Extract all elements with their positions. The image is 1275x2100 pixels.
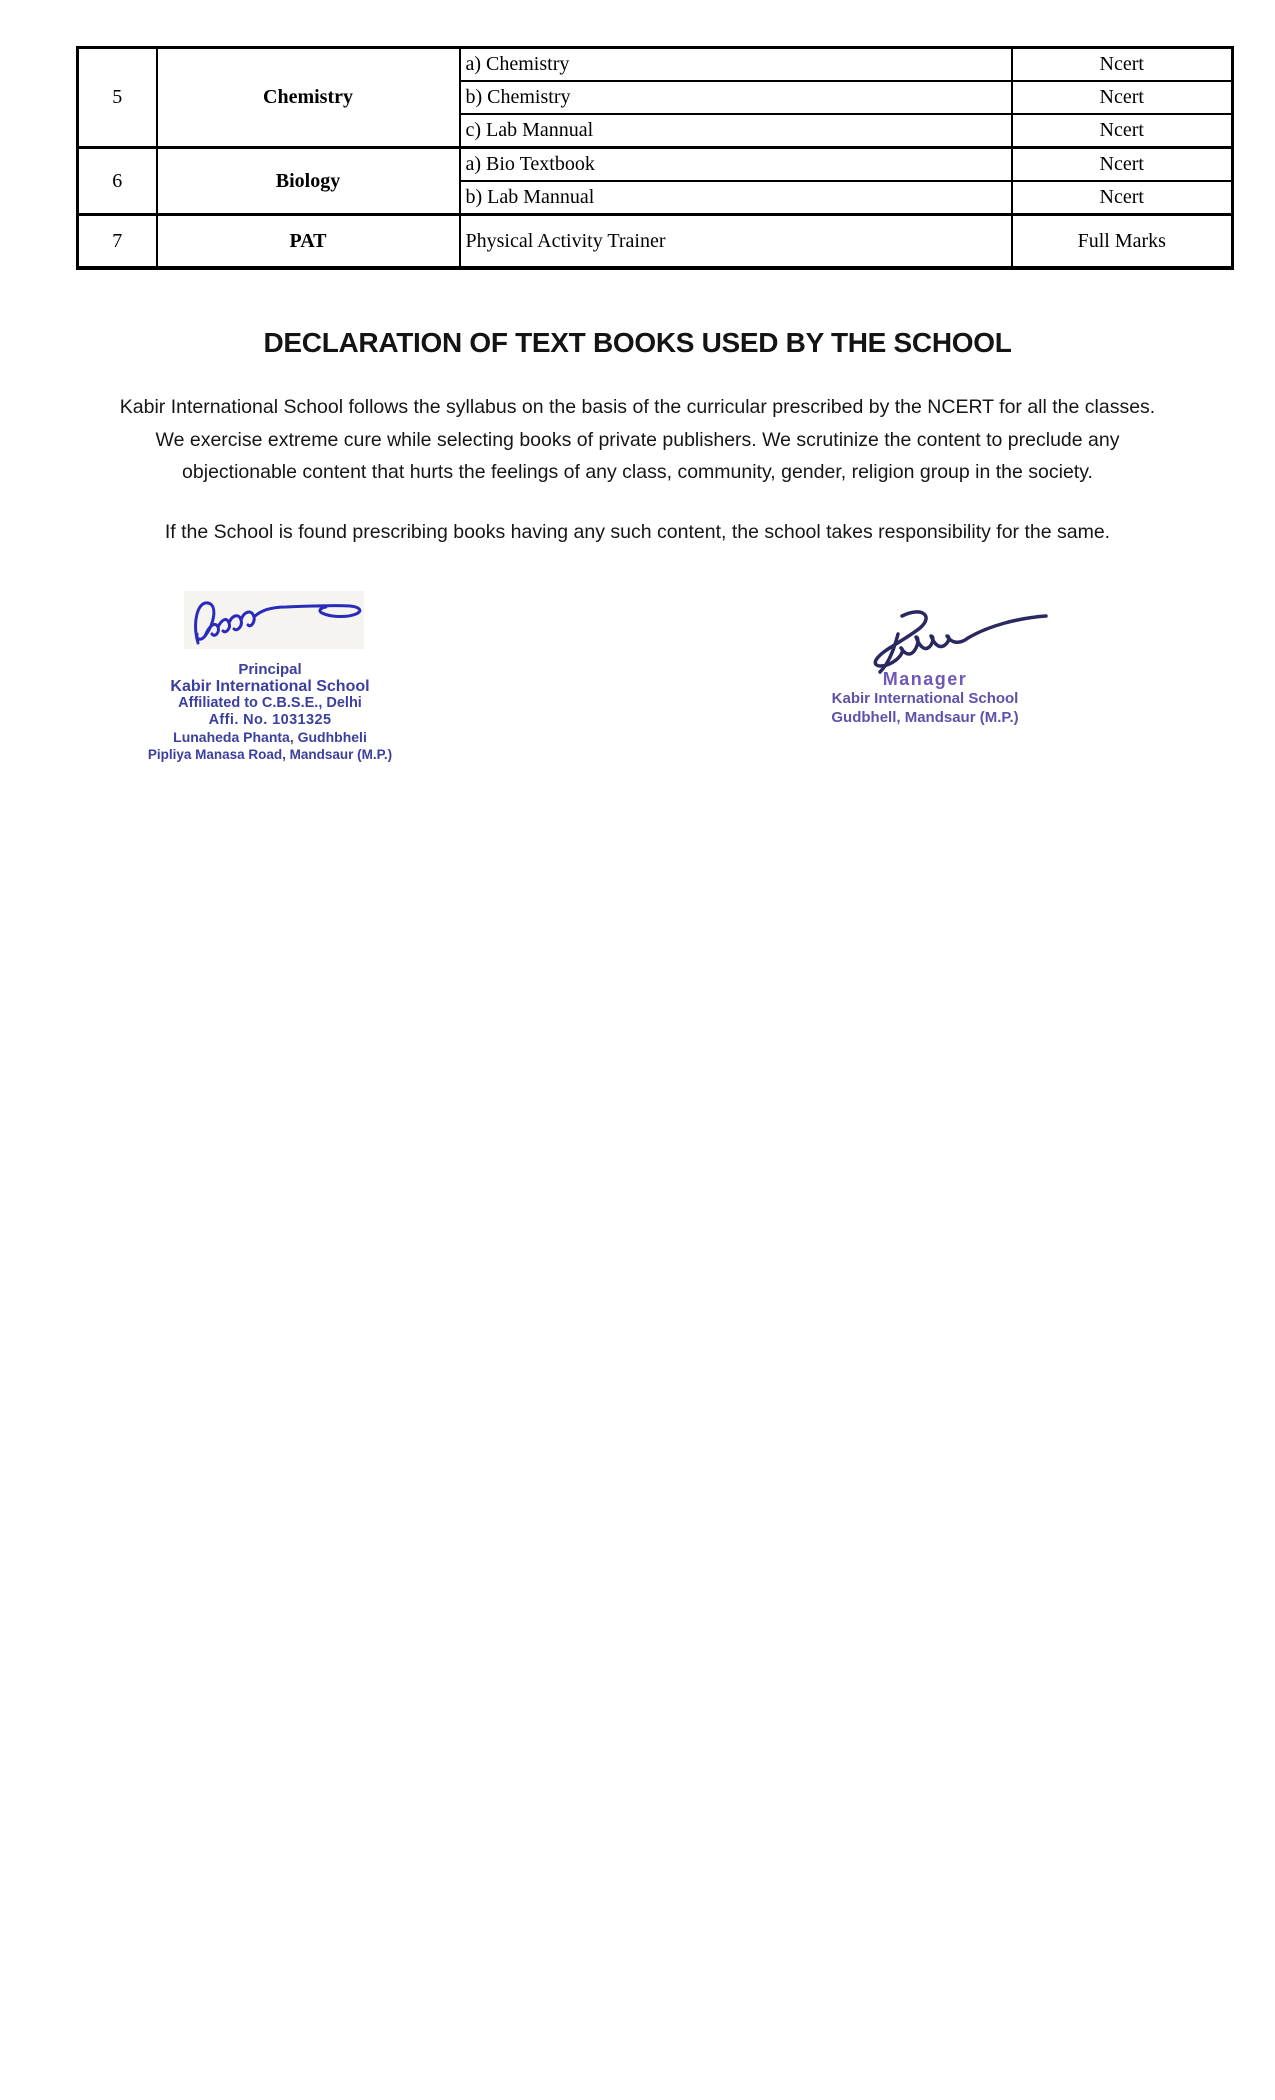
stamp-line: Manager xyxy=(882,669,968,689)
publisher-cell: Ncert xyxy=(1012,48,1233,82)
declaration-disclaimer: If the School is found prescribing books having any such content, the school takes responsibility for the same. xyxy=(164,521,1111,543)
paragraph-line: Kabir International School follows the syllabus on the basis of the curricular prescribed by the NCERT for all the classes. xyxy=(119,396,1156,418)
book-title-cell: b) Lab Mannual xyxy=(460,181,1012,215)
table-row xyxy=(78,148,1233,182)
serial-number-cell: 5 xyxy=(78,48,157,148)
table-row xyxy=(78,215,1233,269)
textbook-table-wrapper xyxy=(76,46,1234,270)
subject-cell: Biology xyxy=(157,148,460,215)
book-title-cell: b) Chemistry xyxy=(460,81,1012,114)
paragraph-line: objectionable content that hurts the feelings of any class, community, gender, religion group in the society. xyxy=(182,461,1093,484)
subject-cell: PAT xyxy=(157,215,460,269)
paragraph-line: We exercise extreme cure while selecting books of private publishers. We scrutinize the content to preclude any xyxy=(155,428,1120,451)
stamp-line: Lunaheda Phanta, Gudhbheli xyxy=(173,729,367,745)
textbook-table xyxy=(76,46,1234,270)
stamp-line: Kabir International School xyxy=(831,690,1019,707)
publisher-cell: Ncert xyxy=(1012,148,1233,182)
declaration-paragraph xyxy=(0,391,1275,489)
signature-backdrop xyxy=(184,591,364,649)
book-title-cell: Physical Activity Trainer xyxy=(460,215,1012,269)
publisher-cell: Full Marks xyxy=(1012,215,1233,269)
publisher-cell: Ncert xyxy=(1012,114,1233,148)
manager-stamp xyxy=(795,670,1055,727)
declaration-heading: DECLARATION OF TEXT BOOKS USED BY THE SCHOOL xyxy=(263,327,1012,358)
principal-signature xyxy=(182,591,372,655)
stamp-line: Affi. No. 1031325 xyxy=(208,712,332,728)
stamp-line: Principal xyxy=(238,661,302,678)
serial-number-cell: 7 xyxy=(78,215,157,269)
table-row xyxy=(78,48,1233,82)
publisher-cell: Ncert xyxy=(1012,81,1233,114)
book-title-cell: c) Lab Mannual xyxy=(460,114,1012,148)
subject-cell: Chemistry xyxy=(157,48,460,148)
publisher-cell: Ncert xyxy=(1012,181,1233,215)
book-title-cell: a) Bio Textbook xyxy=(460,148,1012,182)
stamp-line: Affiliated to C.B.S.E., Delhi xyxy=(178,695,362,711)
book-title-cell: a) Chemistry xyxy=(460,48,1012,82)
manager-signature xyxy=(838,606,1053,678)
stamp-line: Kabir International School xyxy=(170,678,370,695)
principal-stamp xyxy=(115,661,425,763)
serial-number-cell: 6 xyxy=(78,148,157,215)
stamp-line: Gudbhell, Mandsaur (M.P.) xyxy=(831,709,1019,726)
stamp-line: Pipliya Manasa Road, Mandsaur (M.P.) xyxy=(147,747,393,762)
